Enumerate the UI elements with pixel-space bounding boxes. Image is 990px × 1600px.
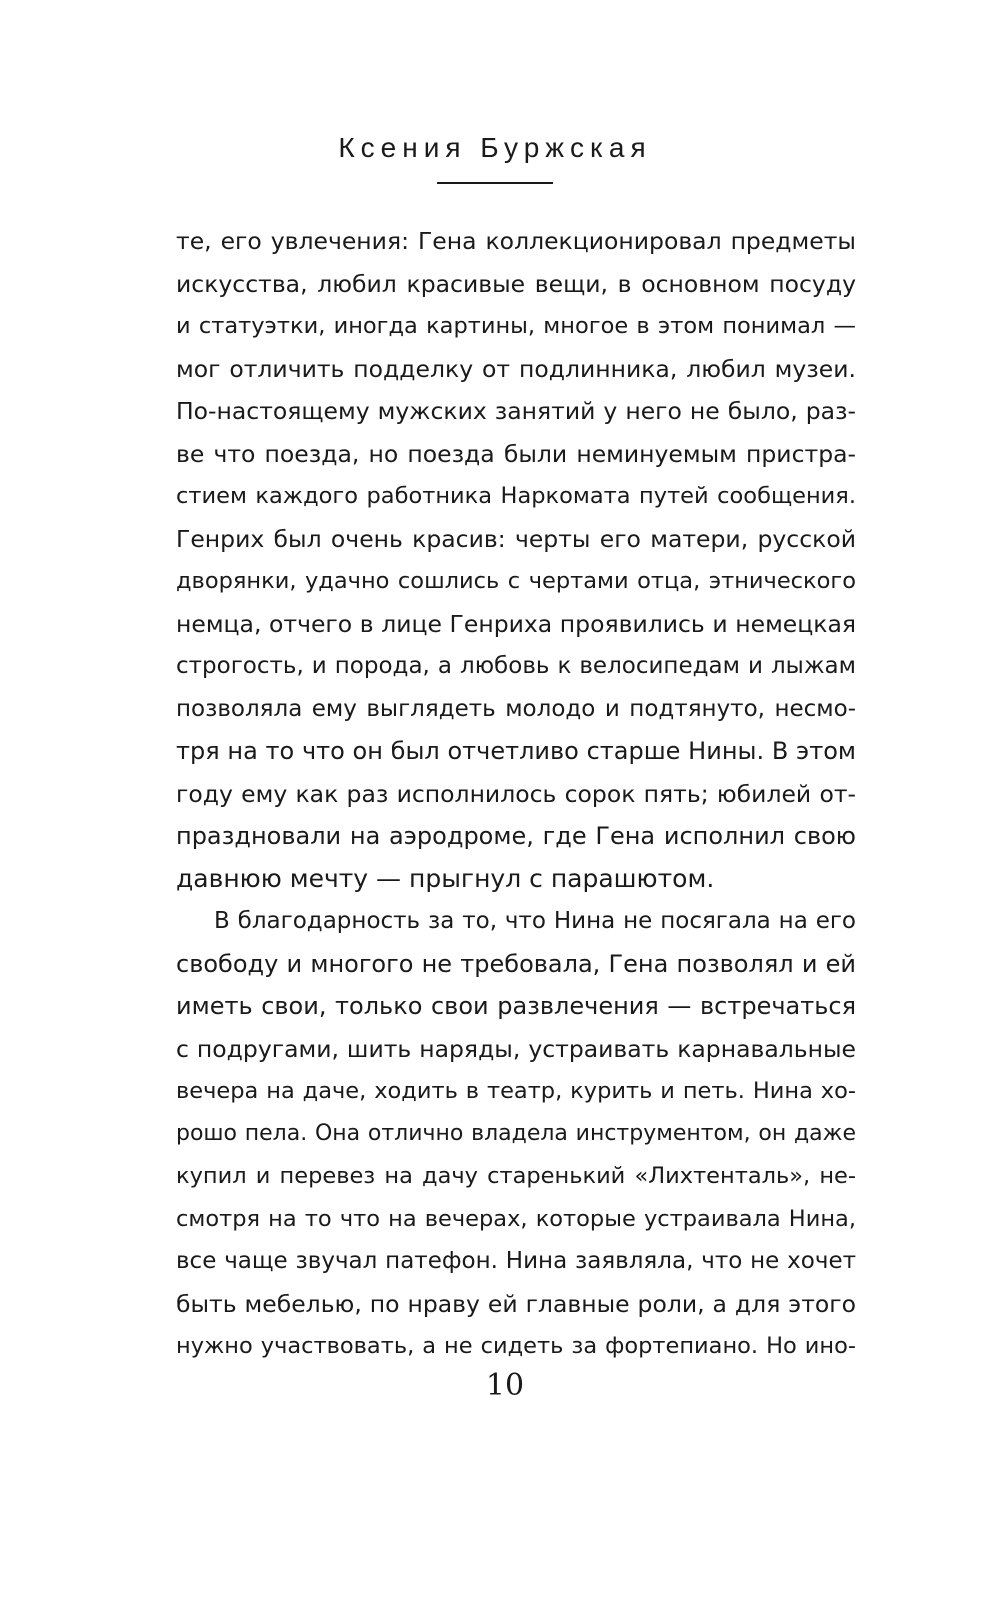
text-line: тря на то что он был отчетливо старше Нины. В этом xyxy=(176,737,856,765)
text-line: и статуэтки, иногда картины, многое в этом понимал — xyxy=(176,313,856,339)
text-line: быть мебелью, по нраву ей главные роли, а для этого xyxy=(176,1289,856,1318)
text-line: искусства, любил красивые вещи, в основном посуду xyxy=(176,269,856,298)
header-rule xyxy=(437,182,553,184)
text-line: По-настоящему мужских занятий у него не было, раз- xyxy=(176,397,856,425)
text-line: позволяла ему выглядеть молодо и подтянуто, несмо- xyxy=(176,695,856,722)
text-line: с подругами, шить наряды, устраивать карнавальные xyxy=(176,1034,856,1063)
text-line: ве что поезда, но поезда были неминуемым пристра- xyxy=(176,439,856,468)
text-line: вечера на даче, ходить в театр, курить и петь. Нина хо- xyxy=(176,1078,856,1104)
running-head-author: Ксения Буржская xyxy=(338,132,652,163)
text-line: немца, отчего в лице Генриха проявились и немецкая xyxy=(176,609,856,638)
text-line: все чаще звучал патефон. Нина заявляла, что не хочет xyxy=(176,1248,856,1274)
text-line: году ему как раз исполнилось сорок пять; юбилей от- xyxy=(176,779,856,808)
text-line: праздновали на аэродроме, где Гена исполнил свою xyxy=(176,822,856,850)
text-line: давнюю мечту — прыгнул с парашютом. xyxy=(176,863,715,893)
paragraph xyxy=(176,900,856,1368)
text-line: строгость, и порода, а любовь к велосипедам и лыжам xyxy=(176,653,856,679)
text-line: мог отличить подделку от подлинника, любил музеи. xyxy=(176,354,856,383)
paragraph xyxy=(176,220,856,900)
text-line: стием каждого работника Наркомата путей сообщения. xyxy=(176,483,856,509)
body-text xyxy=(176,220,856,1368)
text-line: В благодарность за то, что Нина не посягала на его xyxy=(214,908,856,934)
text-line: смотря на то что на вечерах, которые устраивала Нина, xyxy=(176,1205,856,1232)
text-line: нужно участвовать, а не сидеть за фортепиано. Но ино- xyxy=(176,1333,856,1359)
text-line: свободу и многого не требовала, Гена позволял и ей xyxy=(176,949,856,978)
text-line: Генрих был очень красив: черты его матери, русской xyxy=(176,524,856,553)
text-line: иметь свои, только свои развлечения — встречаться xyxy=(176,992,856,1020)
text-line: дворянки, удачно сошлись с чертами отца, этнического xyxy=(176,568,856,594)
page-number: 10 xyxy=(485,1368,525,1403)
text-line: купил и перевез на дачу старенький «Лихтенталь», не- xyxy=(176,1163,856,1189)
text-line: те, его увлечения: Гена коллекционировал предметы xyxy=(176,227,856,255)
text-line: рошо пела. Она отлично владела инструментом, он даже xyxy=(176,1120,856,1146)
